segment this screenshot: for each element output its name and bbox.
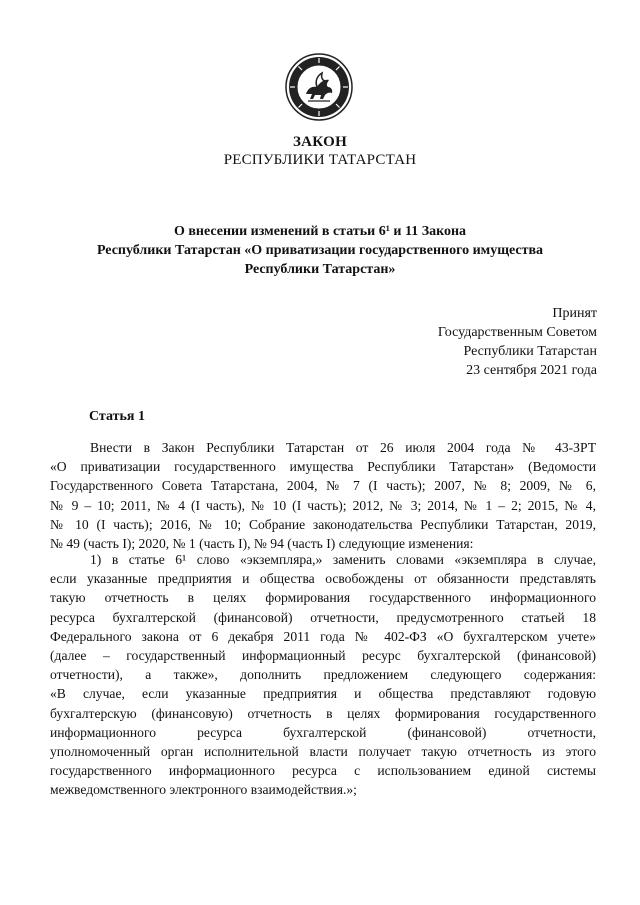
adoption-line: Республики Татарстан [463, 344, 597, 359]
paragraph-line: (далее – государственный информационный ресурс бухгалтерской (финансовой) [50, 648, 596, 664]
paragraph-line: межведомственного электронного взаимодействия.»; [50, 782, 357, 798]
adoption-line: Государственным Советом [437, 325, 597, 340]
heading-line: О внесении изменений в статьи 6¹ и 11 Закона [173, 224, 467, 239]
paragraph-line: 1) в статье 6¹ слово «экземпляра,» заменить словами «экземпляра в случае, [90, 552, 596, 567]
heading-line: Республики Татарстан» [244, 262, 396, 277]
paragraph-line: информационного ресурса бухгалтерской (финансовой) отчетности, [50, 724, 596, 740]
law-subtitle: РЕСПУБЛИКИ ТАТАРСТАН [223, 152, 417, 168]
adoption-date: 23 сентября 2021 года [466, 363, 597, 378]
paragraph-line: № 10 (I часть); 2016, № 10; Собрание законодательства Республики Татарстан, 2019, [50, 516, 596, 532]
paragraph-line: если указанные предприятия и общества освобождены от обязанности представлять [50, 571, 596, 587]
law-title: ЗАКОН [292, 134, 348, 150]
paragraph-line: «В случае, если указанные предприятия и общества представляют годовую [50, 686, 596, 702]
paragraph-line: № 49 (часть I); 2020, № 1 (часть I), № 94 (часть I) следующие изменения: [50, 536, 474, 552]
law-heading [40, 222, 600, 279]
paragraph-2 [50, 550, 596, 800]
paragraph-line: Внести в Закон Республики Татарстан от 26 июля 2004 года № 43-ЗРТ [90, 440, 596, 455]
paragraph-line: отчетности), а также», дополнить предложением следующего содержания: [50, 667, 596, 683]
paragraph-1 [50, 438, 596, 553]
paragraph-line: такую отчетность в целях формирования государственного информационного [50, 590, 596, 606]
heading-line: Республики Татарстан «О приватизации государственного имущества [96, 243, 544, 258]
paragraph-line: «О приватизации государственного имущества Республики Татарстан» (Ведомости [50, 459, 596, 475]
adoption-block [438, 304, 597, 380]
paragraph-line: Государственного Совета Татарстана, 2004, № 7 (I часть); 2007, № 8; 2009, № 6, [50, 478, 596, 494]
paragraph-line: Федерального закона от 6 декабря 2011 года № 402-ФЗ «О бухгалтерском учете» [50, 628, 596, 644]
paragraph-line: бухгалтерскую (финансовую) отчетность в целях формирования государственного [50, 705, 596, 721]
paragraph-line: ресурса бухгалтерской (финансовой) отчетности, предусмотренного статьей 18 [50, 609, 596, 625]
coat-of-arms-tatarstan-icon [284, 52, 354, 122]
paragraph-line: № 9 – 10; 2011, № 4 (I часть), № 10 (I часть); 2012, № 3; 2014, № 1 – 2; 2015, № 4, [50, 497, 596, 513]
article-title: Статья 1 [89, 409, 145, 424]
adoption-line: Принят [552, 306, 597, 321]
paragraph-line: уполномоченный орган исполнительной власти получает такую отчетность из этого [50, 744, 596, 760]
law-title-block [0, 133, 640, 169]
paragraph-line: государственного информационного ресурса с использованием единой системы [50, 763, 596, 779]
